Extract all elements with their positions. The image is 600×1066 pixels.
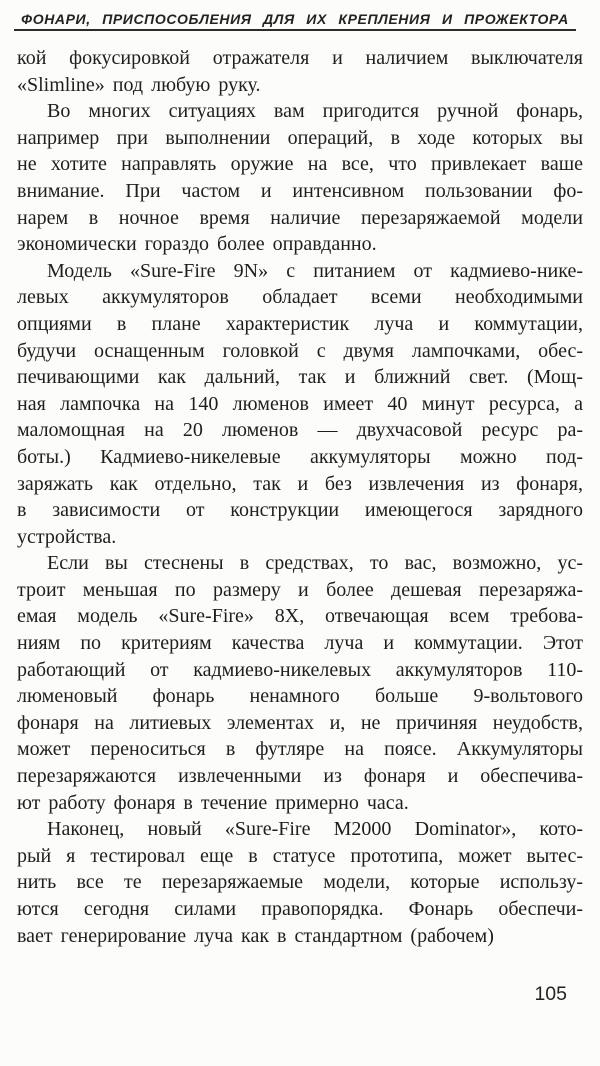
text-line: Если вы стеснены в средствах, то вас, возможно, ус-: [47, 552, 583, 575]
text-line: вает генерирование луча как в стандартном (рабочем): [17, 924, 494, 947]
text-line: перезаряжаются извлеченными из фонаря и обеспечива-: [17, 765, 583, 788]
text-line: рый я тестировал еще в статусе прототипа, может вытес-: [17, 844, 583, 867]
text-line: не хотите направлять оружие на все, что привлекает ваше: [17, 153, 583, 176]
text-line: Во многих ситуациях вам пригодится ручной фонарь,: [47, 100, 583, 123]
text-line: фонаря на литиевых элементах и, не причиняя неудобств,: [17, 711, 583, 734]
page-number: 105: [534, 983, 567, 1005]
paragraph: [17, 98, 583, 258]
text-line: ют работу фонаря в течение примерно часа.: [17, 791, 409, 814]
running-header-title: ФОНАРИ, ПРИСПОСОБЛЕНИЯ ДЛЯ ИХ КРЕПЛЕНИЯ И ПРОЖЕКТОРА: [21, 11, 569, 27]
text-line: ная лампочка на 140 люменов имеет 40 минут ресурса, а: [17, 392, 583, 415]
text-line: ются сегодня силами правопорядка. Фонарь обеспечи-: [17, 898, 583, 920]
text-line: троит меньшая по размеру и более дешевая перезаряжа-: [17, 578, 583, 601]
text-line: работающий от кадмиево-никелевых аккумуляторов 110-: [17, 658, 583, 681]
text-line: люменовый фонарь ненамного больше 9-вольтового: [17, 685, 583, 708]
text-line: нить все те перезаряжаемые модели, которые использу-: [17, 871, 583, 894]
text-line: емая модель «Sure-Fire» 8X, отвечающая всем требова-: [17, 605, 583, 628]
text-line: внимание. При частом и интенсивном пользовании фо-: [17, 179, 583, 202]
page-body: [17, 31, 583, 949]
text-line: маломощная на 20 люменов — двухчасовой ресурс ра-: [17, 419, 583, 442]
text-line: заряжать как отдельно, так и без извлечения из фонаря,: [17, 472, 583, 495]
text-line: экономически гораздо более оправданно.: [17, 233, 377, 256]
text-line: устройства.: [17, 525, 117, 548]
text-line: Модель «Sure-Fire 9N» с питанием от кадмиево-нике-: [47, 259, 583, 282]
text-line: ниям по критериям качества луча и коммутации. Этот: [17, 632, 583, 655]
text-line: нарем в ночное время наличие перезаряжаемой модели: [17, 206, 583, 229]
text-line: боты.) Кадмиево-никелевые аккумуляторы можно под-: [17, 445, 583, 468]
text-line: может переноситься в футляре на поясе. Аккумуляторы: [17, 738, 583, 761]
paragraph: [17, 816, 583, 949]
text-line: «Slimline» под любую руку.: [17, 73, 261, 96]
text-line: кой фокусировкой отражателя и наличием выключателя: [17, 47, 583, 69]
paragraph: [17, 258, 583, 551]
running-header: [14, 0, 576, 31]
text-line: печивающими как дальний, так и ближний свет. (Мощ-: [17, 366, 583, 389]
text-line: Наконец, новый «Sure-Fire M2000 Dominator», кото-: [47, 818, 583, 841]
text-line: левых аккумуляторов обладает всеми необходимыми: [17, 286, 583, 309]
text-line: например при выполнении операций, в ходе которых вы: [17, 126, 583, 149]
paragraph: [17, 550, 583, 816]
text-line: в зависимости от конструкции имеющегося зарядного: [17, 499, 583, 522]
text-line: опциями в плане характеристик луча и коммутации,: [17, 312, 583, 335]
paragraph: [17, 45, 583, 98]
text-line: будучи оснащенным головкой с двумя лампочками, обес-: [17, 339, 583, 362]
